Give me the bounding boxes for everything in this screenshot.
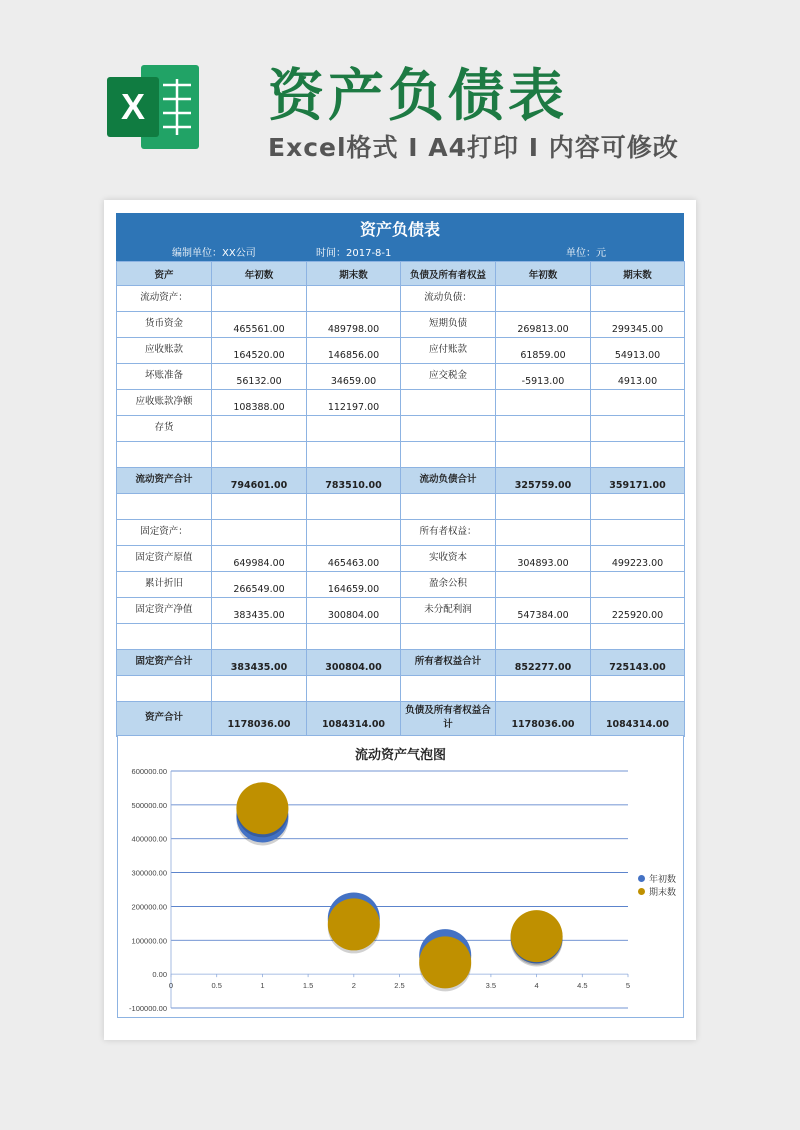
column-header: 资产 [117,262,212,286]
label-cell[interactable]: 流动负债合计 [401,468,496,494]
x-tick-label: 2.5 [394,981,405,991]
label-cell[interactable]: 应收账款 [117,338,212,364]
x-tick-label: 3.5 [485,981,497,991]
chart-title: 流动资产气泡图 [354,748,446,763]
table-row [117,364,685,390]
table-row [117,338,685,364]
label-cell[interactable]: 应收账款净额 [117,390,212,416]
value-cell[interactable]: 383435.00 [212,598,307,624]
value-cell[interactable] [212,286,307,312]
value-cell[interactable]: 547384.00 [496,598,591,624]
value-cell[interactable]: 304893.00 [496,546,591,572]
chart-plot-area [118,736,685,1019]
label-cell[interactable]: 货币资金 [117,312,212,338]
value-cell[interactable] [591,494,685,520]
column-header: 期末数 [307,262,401,286]
label-cell[interactable]: 流动资产： [117,286,212,312]
table-row [117,416,685,442]
value-cell[interactable] [496,390,591,416]
legend-marker-icon [638,888,645,895]
y-tick-label: 300000.00 [131,868,167,878]
value-cell[interactable]: 300804.00 [307,650,401,676]
legend-label: 期末数 [649,888,677,898]
y-tick-label: 0.00 [152,970,167,980]
label-cell[interactable]: 未分配利润 [401,598,496,624]
table-sum-row [117,702,685,737]
label-cell[interactable]: 固定资产原值 [117,546,212,572]
table-sum-row [117,468,685,494]
value-cell[interactable]: 325759.00 [496,468,591,494]
sheet-title: 资产负债表 [116,213,684,247]
table-row [117,676,685,702]
table-row [117,442,685,468]
value-cell[interactable]: 146856.00 [307,338,401,364]
value-cell[interactable] [496,676,591,702]
bubble-point-end [511,910,563,962]
value-cell[interactable]: 359171.00 [591,468,685,494]
column-header: 负债及所有者权益 [401,262,496,286]
y-tick-label: 600000.00 [131,767,167,776]
value-cell[interactable]: 465561.00 [212,312,307,338]
value-cell[interactable]: 649984.00 [212,546,307,572]
table-row [117,390,685,416]
legend-label: 年初数 [649,875,677,885]
value-cell[interactable] [212,520,307,546]
value-cell[interactable] [307,416,401,442]
label-cell[interactable]: 应付账款 [401,338,496,364]
value-cell[interactable] [496,286,591,312]
value-cell[interactable]: 489798.00 [307,312,401,338]
value-cell[interactable]: 164659.00 [307,572,401,598]
x-tick-label: 2 [351,981,356,991]
value-cell[interactable] [496,416,591,442]
promo-title: 资产负债表 [268,64,568,129]
table-sum-row [117,650,685,676]
chart-legend [638,872,676,898]
column-header: 年初数 [496,262,591,286]
bubble-chart [117,735,684,1018]
value-cell[interactable]: 34659.00 [307,364,401,390]
value-cell[interactable] [591,624,685,650]
column-header: 期末数 [591,262,685,286]
y-tick-label: 200000.00 [131,902,167,912]
y-tick-label: 100000.00 [131,936,167,946]
x-tick-label: 4 [534,981,539,991]
label-cell[interactable]: 负债及所有者权益合计 [401,702,496,737]
label-cell[interactable]: 固定资产： [117,520,212,546]
label-cell[interactable]: 固定资产合计 [117,650,212,676]
label-cell[interactable]: 应交税金 [401,364,496,390]
value-cell[interactable] [496,494,591,520]
value-cell[interactable]: 852277.00 [496,650,591,676]
value-cell[interactable]: 266549.00 [212,572,307,598]
label-cell[interactable]: 固定资产净值 [117,598,212,624]
compiler-unit: 编制单位：XX公司 [172,248,256,259]
value-cell[interactable]: 794601.00 [212,468,307,494]
column-header: 年初数 [212,262,307,286]
report-date: 时间：2017-8-1 [316,248,392,259]
value-cell[interactable] [591,520,685,546]
value-cell[interactable] [496,442,591,468]
table-row [117,572,685,598]
label-cell[interactable]: 所有者权益合计 [401,650,496,676]
label-cell[interactable]: 流动负债： [401,286,496,312]
value-cell[interactable] [591,390,685,416]
table-row [117,520,685,546]
currency-unit: 单位：元 [566,248,606,259]
label-cell[interactable] [117,676,212,702]
promo-subtitle: Excel格式 I A4打印 I 内容可修改 [268,133,679,162]
bubble-point-end [419,936,471,988]
value-cell[interactable] [212,676,307,702]
value-cell[interactable] [591,286,685,312]
label-cell[interactable]: 资产合计 [117,702,212,737]
value-cell[interactable]: 225920.00 [591,598,685,624]
value-cell[interactable] [591,676,685,702]
label-cell[interactable] [401,416,496,442]
value-cell[interactable] [591,572,685,598]
table-row [117,546,685,572]
value-cell[interactable]: 1178036.00 [212,702,307,737]
label-cell[interactable]: 短期负债 [401,312,496,338]
value-cell[interactable]: 300804.00 [307,598,401,624]
balance-sheet [116,213,684,737]
value-cell[interactable]: 56132.00 [212,364,307,390]
value-cell[interactable] [212,494,307,520]
legend-marker-icon [638,875,645,882]
balance-sheet-table [116,261,685,737]
value-cell[interactable] [307,520,401,546]
table-row [117,624,685,650]
value-cell[interactable]: 1084314.00 [307,702,401,737]
value-cell[interactable]: 54913.00 [591,338,685,364]
label-cell[interactable] [401,442,496,468]
value-cell[interactable] [496,572,591,598]
x-tick-label: 0 [168,981,174,991]
value-cell[interactable]: 465463.00 [307,546,401,572]
bubble-point-end [236,782,288,834]
value-cell[interactable]: 269813.00 [496,312,591,338]
label-cell[interactable] [401,676,496,702]
x-tick-label: 1 [260,981,265,991]
table-row [117,286,685,312]
value-cell[interactable]: 725143.00 [591,650,685,676]
value-cell[interactable] [307,676,401,702]
value-cell[interactable] [591,442,685,468]
label-cell[interactable]: 流动资产合计 [117,468,212,494]
label-cell[interactable]: 坏账准备 [117,364,212,390]
value-cell[interactable] [307,494,401,520]
table-row [117,312,685,338]
legend-item [638,872,676,885]
value-cell[interactable] [212,416,307,442]
label-cell[interactable] [117,442,212,468]
label-cell[interactable]: 所有者权益： [401,520,496,546]
label-cell[interactable] [117,624,212,650]
value-cell[interactable] [212,442,307,468]
value-cell[interactable] [212,624,307,650]
value-cell[interactable]: 164520.00 [212,338,307,364]
value-cell[interactable] [307,442,401,468]
label-cell[interactable] [401,494,496,520]
value-cell[interactable]: 383435.00 [212,650,307,676]
label-cell[interactable]: 累计折旧 [117,572,212,598]
value-cell[interactable]: 783510.00 [307,468,401,494]
y-tick-label: 400000.00 [131,834,167,844]
value-cell[interactable] [307,624,401,650]
bubble-point-end [328,898,380,950]
x-tick-label: 5 [625,981,631,991]
value-cell[interactable]: 1178036.00 [496,702,591,737]
value-cell[interactable]: 299345.00 [591,312,685,338]
excel-logo-icon [103,57,203,157]
value-cell[interactable]: 108388.00 [212,390,307,416]
value-cell[interactable]: 4913.00 [591,364,685,390]
value-cell[interactable]: 61859.00 [496,338,591,364]
table-header-row [117,262,685,286]
excel-logo-letter: X [120,86,146,127]
y-tick-label: 500000.00 [131,800,167,810]
value-cell[interactable] [591,416,685,442]
value-cell[interactable]: -5913.00 [496,364,591,390]
label-cell[interactable]: 实收资本 [401,546,496,572]
sheet-meta-row [116,247,684,261]
value-cell[interactable]: 112197.00 [307,390,401,416]
y-tick-label: -100000.00 [129,1004,167,1013]
value-cell[interactable] [496,624,591,650]
label-cell[interactable]: 存货 [117,416,212,442]
label-cell[interactable] [401,624,496,650]
x-tick-label: 0.5 [211,981,222,991]
label-cell[interactable]: 盈余公积 [401,572,496,598]
value-cell[interactable] [496,520,591,546]
value-cell[interactable] [307,286,401,312]
table-row [117,598,685,624]
value-cell[interactable]: 499223.00 [591,546,685,572]
label-cell[interactable] [117,494,212,520]
x-tick-label: 1.5 [302,981,314,991]
label-cell[interactable] [401,390,496,416]
value-cell[interactable]: 1084314.00 [591,702,685,737]
table-row [117,494,685,520]
legend-item [638,885,676,898]
x-tick-label: 4.5 [577,981,588,991]
